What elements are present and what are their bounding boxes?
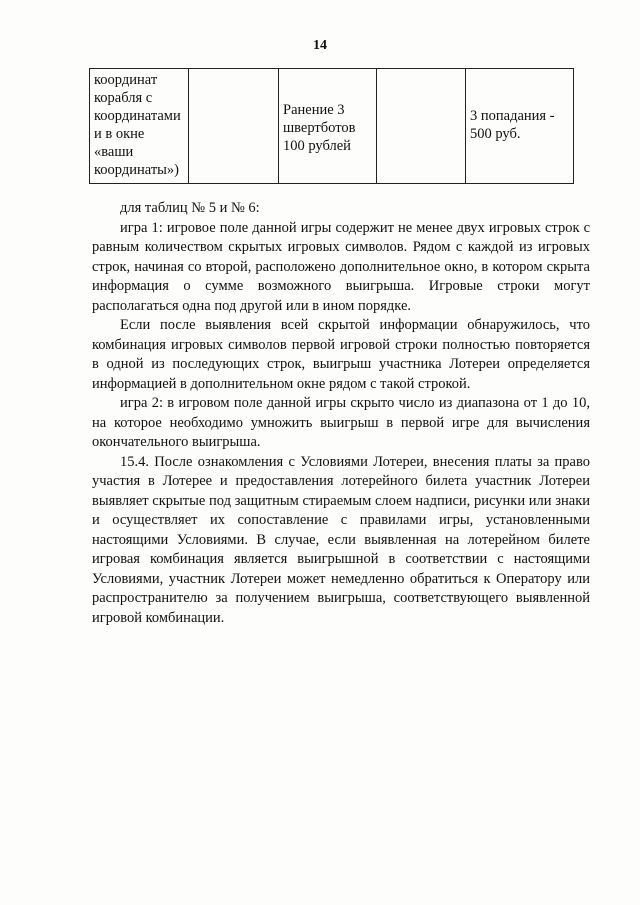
table-cell-prize-hits: 3 попадания - 500 руб. <box>466 69 574 184</box>
body-text <box>92 199 590 628</box>
paragraph-tables-heading: для таблиц № 5 и № 6: <box>120 200 260 216</box>
table-cell-prize-wound: Ранение 3 швертботов 100 рублей <box>279 69 377 184</box>
table-row <box>90 69 574 184</box>
prize-table <box>89 68 574 184</box>
page-number: 14 <box>313 38 327 53</box>
table-cell-coordinates: координат корабля с координатами и в окне «ваши координаты») <box>90 69 189 184</box>
paragraph-15-4: 15.4. После ознакомления с Условиями Лотереи, внесения платы за право участия в Лотерее и предоставления лотерейного билета участник Лотереи выявляет скрытые под защитным стираемым слоем надписи, рисунки или знаки и осуществляет их сопоставление с правилами игры, установленными настоящими Условиями. В случае, если выявленная на лотерейном билете игровая комбинация является выигрышной в соответствии с настоящими Условиями, участник Лотереи может немедленно обратиться к Оператору или распространителю за получением выигрыша, соответствующего выявленной игровой комбинации. <box>92 453 590 626</box>
table-cell-empty <box>189 69 279 184</box>
table-cell-empty <box>377 69 466 184</box>
paragraph-hidden-info: Если после выявления всей скрытой информации обнаружилось, что комбинация игровых символов первой игровой строки полностью повторяется в одной из последующих строк, выигрыш участника Лотереи определяется информацией в дополнительном окне рядом с такой строкой. <box>92 317 590 392</box>
paragraph-game-2: игра 2: в игровом поле данной игры скрыто число из диапазона от 1 до 10, на которое необходимо умножить выигрыш в первой игре для вычисления окончательного выигрыша. <box>92 395 590 450</box>
paragraph-game-1: игра 1: игровое поле данной игры содержит не менее двух игровых строк с равным количеством скрытых игровых символов. Рядом с каждой из игровых строк, начиная со второй, расположено дополнительное окно, в котором скрыта информация о сумме возможного выигрыша. Игровые строки могут располагаться одна под другой или в ином порядке. <box>92 219 590 314</box>
